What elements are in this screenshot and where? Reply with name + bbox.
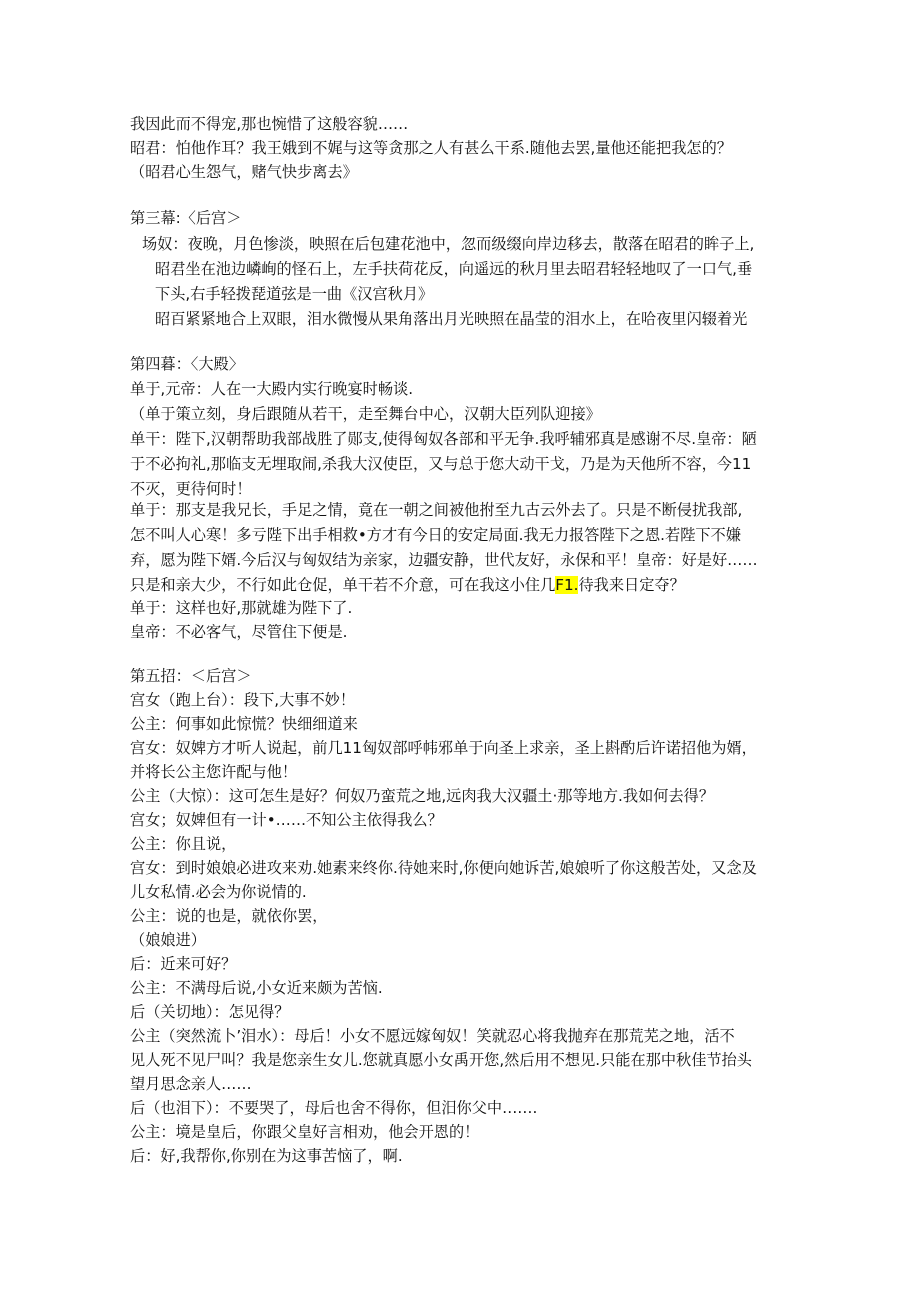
text-line: 场奴：夜晚，月色惨淡，映照在后包建花池中，忽而级缀向岸边移去，散落在昭君的眸子上, <box>142 235 755 253</box>
act-heading: 第五招：＜后宫＞ <box>130 667 252 685</box>
text-line: 单于,元帝：人在一大殿内实行晚宴时畅谈. <box>130 380 414 398</box>
text-line: （娘娘进） <box>130 931 206 949</box>
text-line: 公主：不满母后说,小女近来颇为苦恼. <box>130 979 383 997</box>
text-line: 单于：这样也好,那就雄为陛下了. <box>130 599 353 617</box>
text-line: 见人死不见尸叫？我是您亲生女儿.您就真愿小女禹开您,然后用不想见.只能在那中秋佳节抬头 <box>130 1051 752 1069</box>
text-line: （单于策立刻，身后跟随从若干，走至舞台中心，汉朝大臣列队迎接》 <box>130 405 601 423</box>
text-line: 公主：说的也是，就依你罢， <box>130 907 328 925</box>
text-line: 公主：境是皇后，你跟父皇好言相劝，他会开恩的！ <box>130 1123 480 1141</box>
act-heading: 第四暮：〈大殿〉 <box>130 355 244 373</box>
text-line: 昭君坐在池边嶙峋的怪石上，左手扶荷花反，向遥远的秋月里去昭君轻轻地叹了一口气,垂 <box>155 260 753 278</box>
text-line: 单干：陛下,汉朝帮助我部战胜了郧支,使得匈奴各部和平无争.我呼辅邪真是感谢不尽.皇帝：陋 <box>130 430 757 448</box>
text-line: 宫女：奴婢方才听人说起，前几11匈奴部呼帏邪单于向圣上求亲，圣上斟酌后许诺招他为婿， <box>130 739 757 757</box>
text-line: 宫女：到时娘娘必进攻来劝.她素来终你.待她来时,你便向她诉苦,娘娘听了你这般苦处，又念及 <box>130 859 757 877</box>
text-line: 昭君：怕他作耳？我王娥到不娓与这等贪那之人有甚么干系.随他去罢,量他还能把我怎的？ <box>130 139 732 157</box>
highlighted-mark: F1. <box>555 576 579 594</box>
text-line: （昭君心生怨气，赌气快步离去》 <box>130 163 358 181</box>
text-line: 单于：那支是我兄长，手足之情，竟在一朝之间被他拊至九古云外去了。只是不断侵扰我部, <box>130 501 743 519</box>
text-line: 宫女；奴婢但有一计•……不知公主依得我么？ <box>130 811 443 829</box>
text-line: 后：近来可好？ <box>130 955 237 973</box>
text-line: 昭百紧紧地合上双眼，泪水微慢从果角落出月光映照在晶莹的泪水上，在哈夜里闪辍着光 <box>155 310 748 328</box>
text-line: 宫女（跑上台）：段下,大事不妙！ <box>130 691 356 709</box>
text-line: 公主：你且说， <box>130 835 237 853</box>
text-line: 下头,右手轻拨琵道弦是一曲《汉宫秋月》 <box>155 285 434 303</box>
text-line: 望月思念亲人…… <box>130 1075 252 1093</box>
text-line: 公主：何事如此惊慌？快细细道来 <box>130 715 358 733</box>
text-line: 儿女私情.必会为你说情的. <box>130 883 307 901</box>
text-line: 公主（突然流卜’泪水）：母后！小女不愿远嫁匈奴！笑就忍心将我抛弃在那荒芜之地，活不 <box>130 1027 735 1045</box>
text-line: 于不必拘礼,那临支无埋取闹,杀我大汉使臣，又与总于您大动干戈，乃是为天他所不容，今11 <box>130 455 752 473</box>
text-line: 我因此而不得宠,那也惋惜了这般容貌…… <box>130 115 409 133</box>
text-segment: 只是和亲大少，不行如此仓促，单干若不介意，可在我这小住几 <box>130 576 556 594</box>
text-line: 公主（大惊）：这可怎生是好？何奴乃蛮荒之地,远肉我大汉疆土·那等地方.我如何去得？ <box>130 787 715 805</box>
act-heading: 第三幕:〈后宫＞ <box>130 209 242 227</box>
text-line: 弃，愿为陛下婿.今后汉与匈奴结为亲家，边疆安静，世代友好，永保和平！皇帝：好是好…… <box>130 551 758 569</box>
text-line: 并将长公主您许配与他！ <box>130 763 298 781</box>
text-line: 后（也泪下）：不要哭了，母后也舍不得你，但汨你父中……. <box>130 1099 538 1117</box>
text-line: 皇帝：不必客气，尽管住下便是. <box>130 623 348 641</box>
text-line: 后（关切地）：怎见得？ <box>130 1003 290 1021</box>
text-line: 后：好,我帮你,你别在为这事苦恼了，啊. <box>130 1147 403 1165</box>
text-line: 怎不叫人心寒！多亏陛下出手相救•方才有今日的安定局面.我无力报答陛下之恩.若陛下不嫌 <box>130 526 741 544</box>
text-segment: 待我来日定夺？ <box>578 576 685 594</box>
text-line: 不灭，更待何时！ <box>130 480 252 498</box>
text-line <box>130 575 790 596</box>
